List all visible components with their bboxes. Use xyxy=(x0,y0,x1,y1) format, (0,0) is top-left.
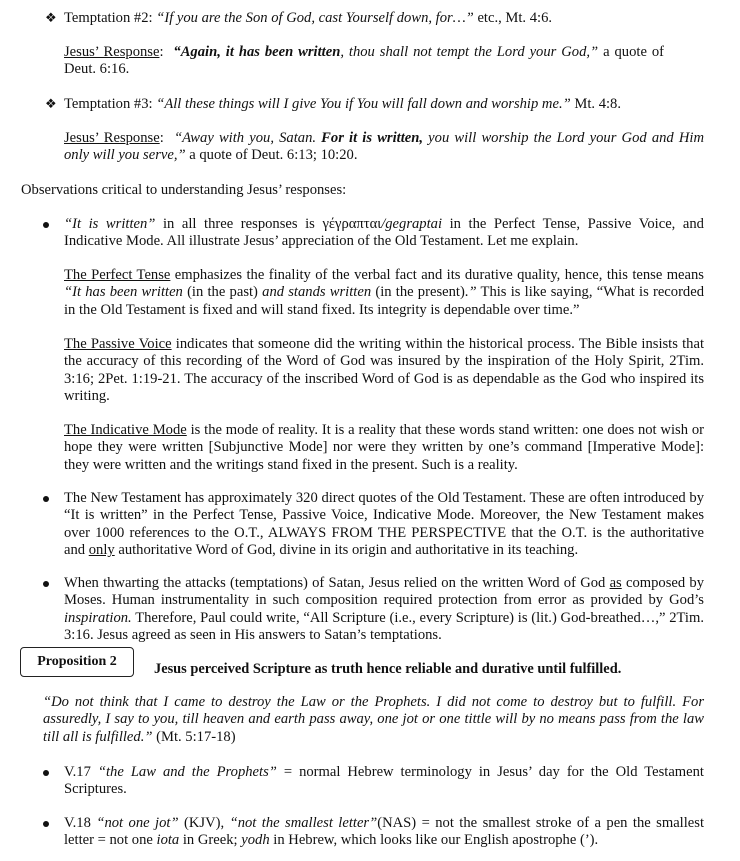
bullet-icon xyxy=(43,496,49,502)
bullet-icon xyxy=(43,821,49,827)
proposition-statement: Jesus perceived Scripture as truth hence reliable and durative until fulfilled. xyxy=(154,661,622,677)
jesus-response-3: Jesus’ Response: “Away with you, Satan. For it is written, you will worship the Lord your God and Him only will you serve,” a quote of Deut. 6:13; 10:20. xyxy=(64,130,704,164)
diamond-bullet-icon: ❖ xyxy=(45,97,57,112)
temptation-3: Temptation #3: “All these things will I give You if You will fall down and worship me.” Mt. 4:8. xyxy=(64,96,621,112)
bullet-icon xyxy=(43,770,49,776)
bullet-new-testament-quotes: The New Testament has approximately 320 direct quotes of the Old Testament. These are often introduced by “It is written” in the Perfect Tense, Passive Voice, Indicative Mode. Moreover, the New Testament makes over 1000 references to the O.T., ALWAYS FROM THE PERSPECTIVE that the O.T. is the authoritative and only authoritative Word of God, divine in its origin and authoritative in its teaching. xyxy=(64,490,704,559)
observations-heading: Observations critical to understanding Jesus’ responses: xyxy=(21,182,347,198)
proposition-label-box: Proposition 2 xyxy=(20,647,134,677)
verse-17-note: V.17 “the Law and the Prophets” = normal Hebrew terminology in Jesus’ day for the Old Testament Scriptures. xyxy=(64,764,704,798)
verse-18-note: V.18 “not one jot” (KJV), “not the smallest letter”(NAS) = not the smallest stroke of a pen the smallest letter = not one iota in Greek; yodh in Hebrew, which looks like our English apostrophe (’). xyxy=(64,815,705,849)
bullet-thwarting-satan: When thwarting the attacks (temptations) of Satan, Jesus relied on the written Word of God as composed by Moses. Human instrumentality in such composition required protection from error as provided by God’s inspiration. Therefore, Paul could write, “All Scripture (i.e., every Scripture) is (lit.) God-breathed…,” 2Tim. 3:16. Jesus agreed as seen in His answers to Satan’s temptations. xyxy=(64,575,704,644)
indicative-mode-paragraph: The Indicative Mode is the mode of reality. It is a reality that these words stand written: one does not wish or hope they were written [Subjunctive Mode] nor were they written by one’s command [Imperative Mode]: they were written and the writings stand fixed in the present. Such is a reality. xyxy=(64,422,704,473)
bullet-it-is-written: “It is written” in all three responses is γέγραπται/gegraptai in the Perfect Tense, Passive Voice, and Indicative Mode. All illustrate Jesus’ appreciation of the Old Testament. Let me explain. xyxy=(64,216,704,250)
perfect-tense-paragraph: The Perfect Tense emphasizes the finality of the verbal fact and its durative quality, hence, this tense means “It has been written (in the past) and stands written (in the present).” This is like saying, “What is recorded in the Old Testament is fixed and will stand fixed. Its integrity is dependable over time.” xyxy=(64,267,705,318)
temptation-2: Temptation #2: “If you are the Son of God, cast Yourself down, for…” etc., Mt. 4:6. xyxy=(64,10,553,26)
diamond-bullet-icon: ❖ xyxy=(45,11,57,26)
bullet-icon xyxy=(43,222,49,228)
jesus-response-2: Jesus’ Response: “Again, it has been written, thou shall not tempt the Lord your God,” a quote of Deut. 6:16. xyxy=(64,44,665,78)
passive-voice-paragraph: The Passive Voice indicates that someone did the writing within the historical process. The Bible insists that the accuracy of this recording of the Word of God was insured by the inspiration of the Holy Spirit, 2Tim. 3:16; 2Pet. 1:19-21. The accuracy of the inscribed Word of God is as dependable as the God who inspired its writing. xyxy=(64,336,704,405)
bullet-icon xyxy=(43,581,49,587)
matthew-quote: “Do not think that I came to destroy the Law or the Prophets. I did not come to destroy but to fulfill. For assuredly, I say to you, till heaven and earth pass away, one jot or one tittle will by no means pass from the law till all is fulfilled.” (Mt. 5:17-18) xyxy=(43,694,704,745)
